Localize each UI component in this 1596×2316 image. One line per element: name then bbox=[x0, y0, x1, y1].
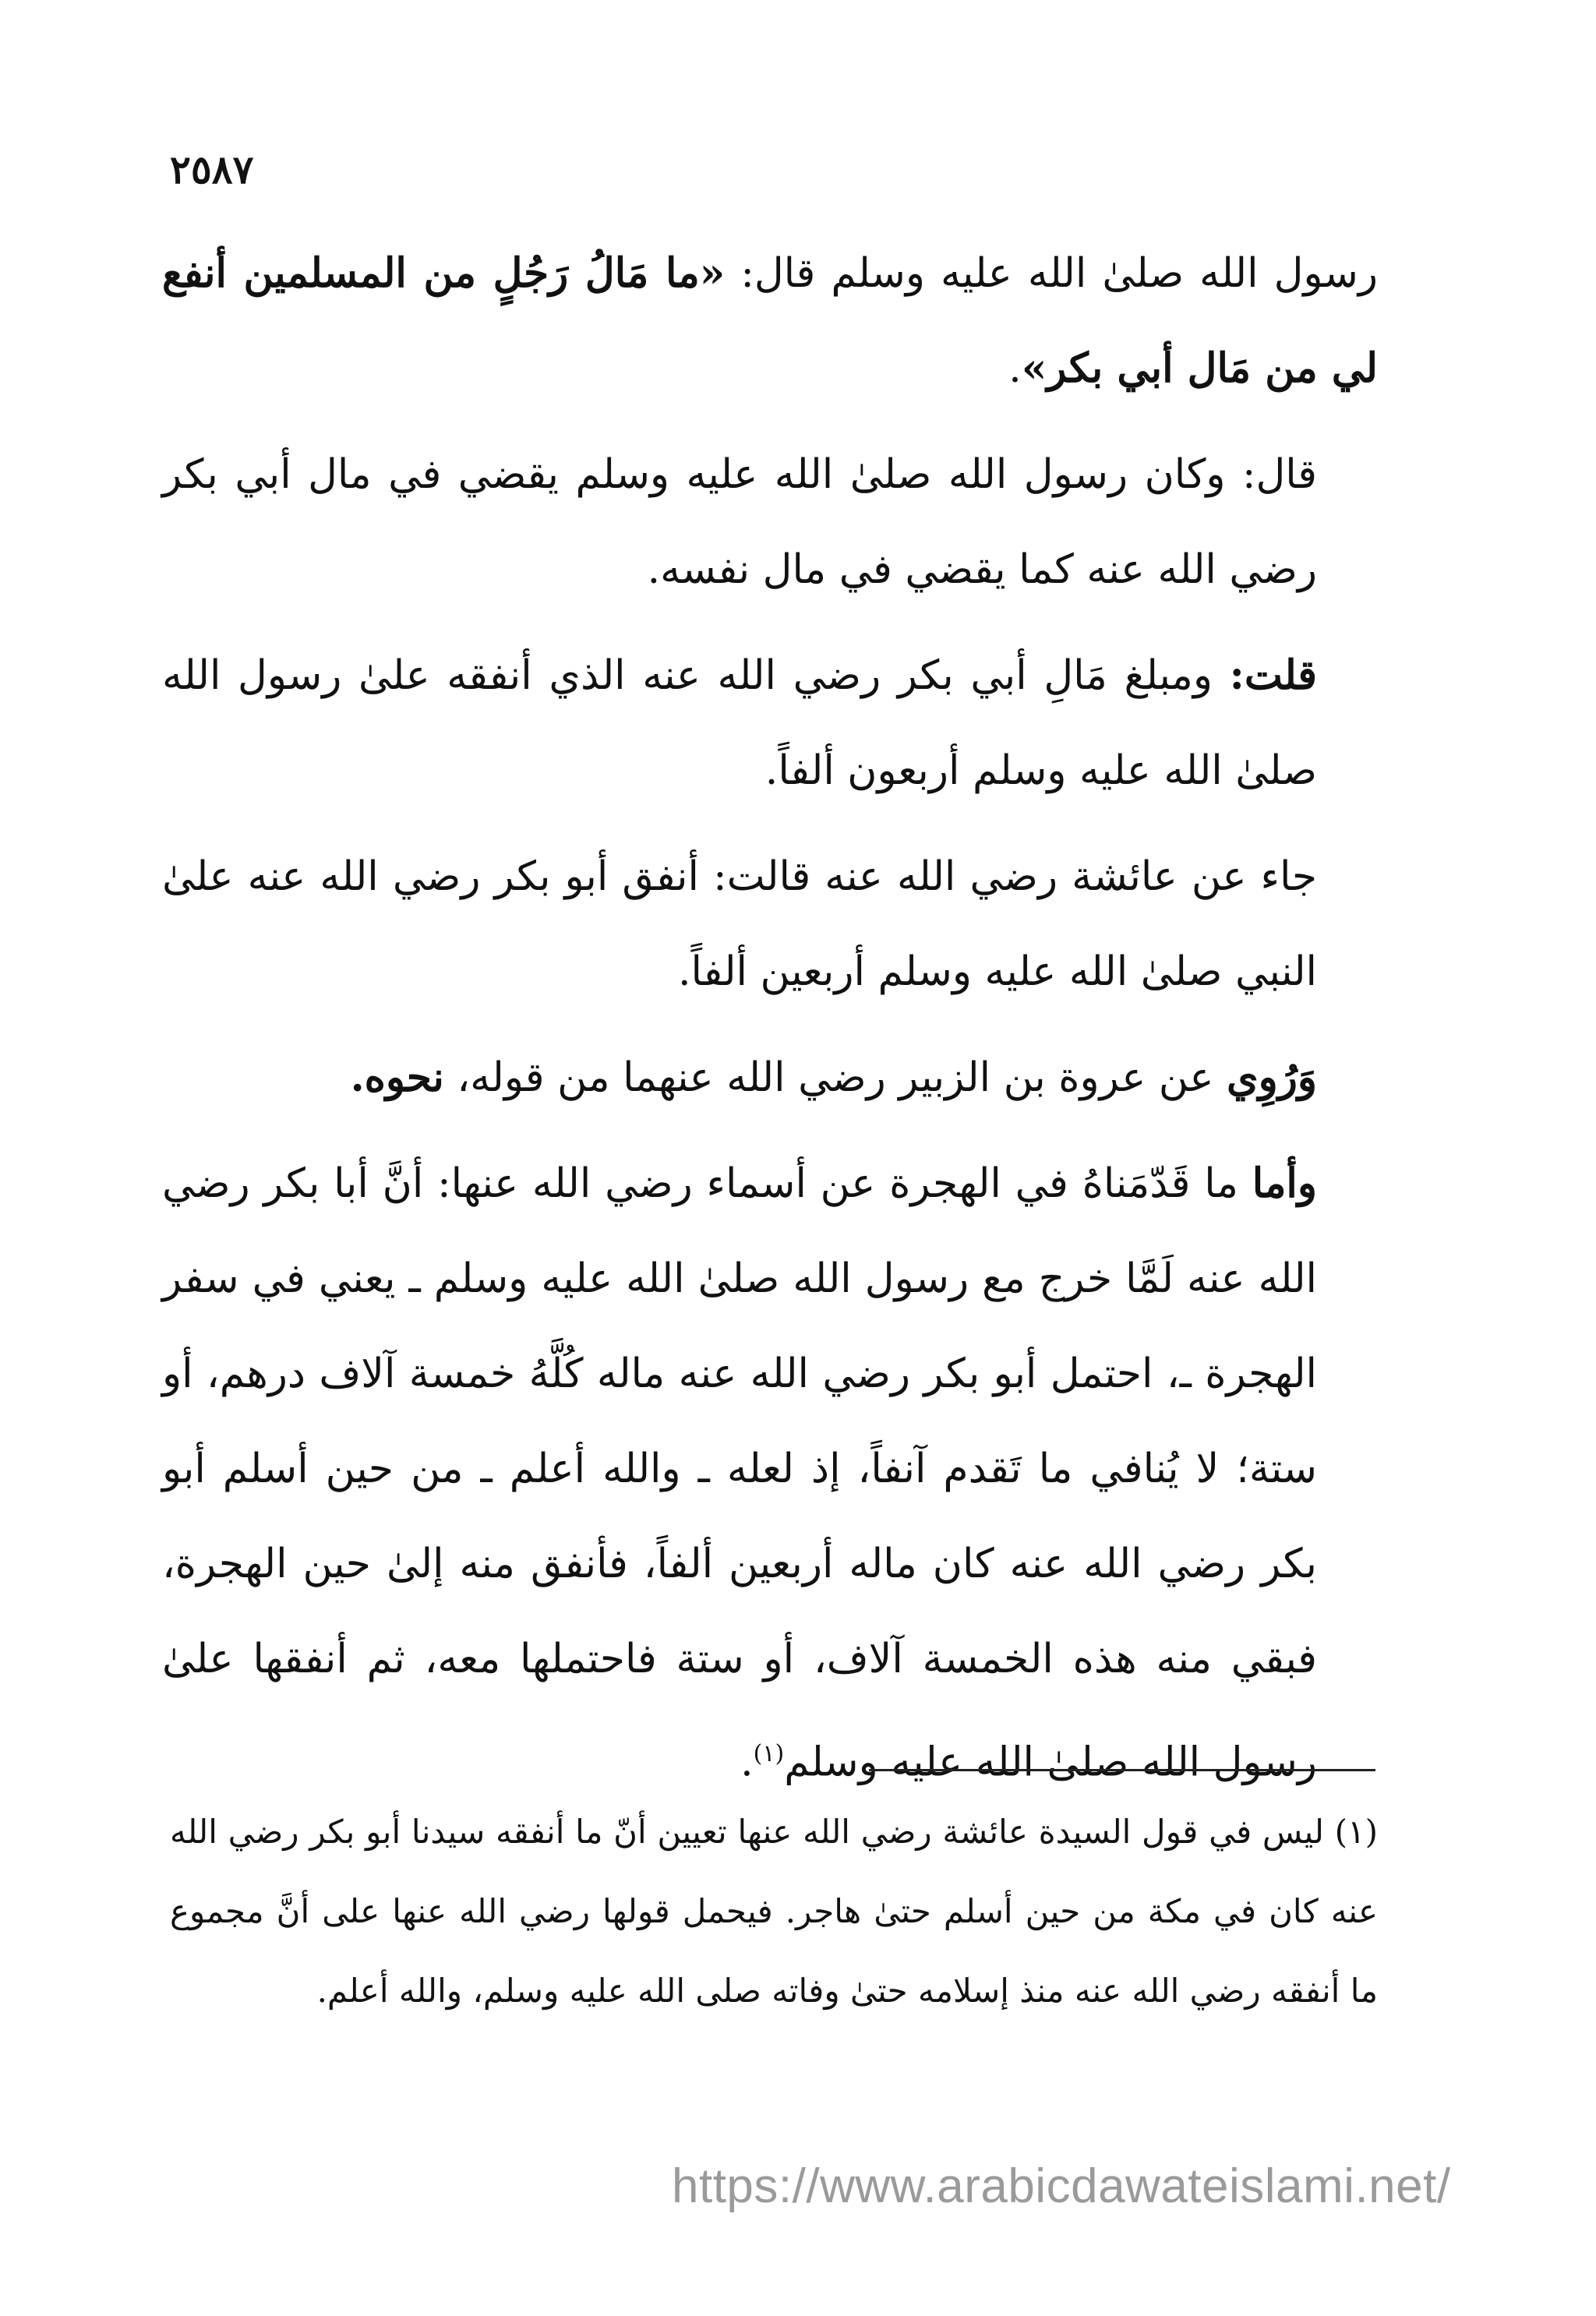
paragraph-aisha bbox=[162, 829, 1378, 1019]
paragraph-tail: نحوه. bbox=[350, 1054, 444, 1101]
paragraph-end: . bbox=[740, 1739, 754, 1786]
paragraph-text: ومبلغ مَالِ أبي بكر رضي الله عنه الذي أنفقه علىٰ رسول الله صلىٰ الله عليه وسلم أربعون ألفاً. bbox=[162, 652, 1317, 794]
paragraph-qala bbox=[162, 427, 1378, 617]
footnote-reference[interactable]: (١) bbox=[753, 1740, 785, 1767]
paragraph-text: عن عروة بن الزبير رضي الله عنهما من قوله، bbox=[443, 1054, 1227, 1101]
paragraph-end: . bbox=[1008, 345, 1022, 392]
source-watermark-url[interactable]: https://www.arabicdawateislami.net/ bbox=[672, 2159, 1451, 2213]
hadith-quote: «ما مَالُ رَجُلٍ من المسلمين أنفع لي من مَال أبي بكر» bbox=[162, 249, 1378, 392]
paragraph-text: قال: وكان رسول الله صلىٰ الله عليه وسلم يقضي في مال أبي بكر رضي الله عنه كما يقضي في مال نفسه. bbox=[162, 451, 1317, 593]
main-text bbox=[162, 226, 1378, 1820]
paragraph-lead: قلت: bbox=[1229, 651, 1317, 699]
paragraph-text: جاء عن عائشة رضي الله عنه قالت: أنفق أبو بكر رضي الله عنه علىٰ النبي صلىٰ الله عليه وسلم أربعين ألفاً. bbox=[162, 853, 1317, 995]
paragraph-text: ما قَدّمَناهُ في الهجرة عن أسماء رضي الله عنها: أنَّ أبا بكر رضي الله عنه لَمَّا خرج مع رسول الله صلىٰ الله عليه وسلم ـ يعني في سفر الهجرة ـ، احتمل أبو بكر رضي الله عنه ماله كُلَّهُ خمسة آلاف درهم، أو ستة؛ لا يُنافي ما تَقدم آنفاً، إذ لعله ـ والله أعلم ـ من حين أسلم أبو بكر رضي الله عنه كان ماله أربعين ألفاً، فأنفق منه إلىٰ حين الهجرة، فبقي منه هذه الخمسة آلاف، أو ستة فاحتملها معه، ثم أنفقها علىٰ رسول الله صلىٰ الله عليه وسلم bbox=[162, 1160, 1317, 1786]
footnote-separator bbox=[869, 1769, 1375, 1771]
paragraph-asma bbox=[162, 1136, 1378, 1809]
page-number: ٢٥٨٧ bbox=[170, 147, 254, 192]
footnotes bbox=[170, 1792, 1378, 2031]
paragraph-urwa bbox=[162, 1030, 1378, 1125]
paragraph-intro: رسول الله صلىٰ الله عليه وسلم قال: bbox=[725, 250, 1378, 297]
paragraph-hadith-quote bbox=[162, 226, 1378, 416]
paragraph-qultu bbox=[162, 628, 1378, 818]
footnote-1: (١) ليس في قول السيدة عائشة رضي الله عنها تعيين أنّ ما أنفقه سيدنا أبو بكر رضي الله عنه كان في مكة من حين أسلم حتىٰ هاجر. فيحمل قولها رضي الله عنها على أنَّ مجموع ما أنفقه رضي الله عنه منذ إسلامه حتىٰ وفاته صلى الله عليه وسلم، والله أعلم. bbox=[170, 1813, 1378, 2010]
paragraph-lead: وَرُوِي bbox=[1226, 1054, 1317, 1101]
paragraph-lead: وأما bbox=[1252, 1160, 1317, 1207]
